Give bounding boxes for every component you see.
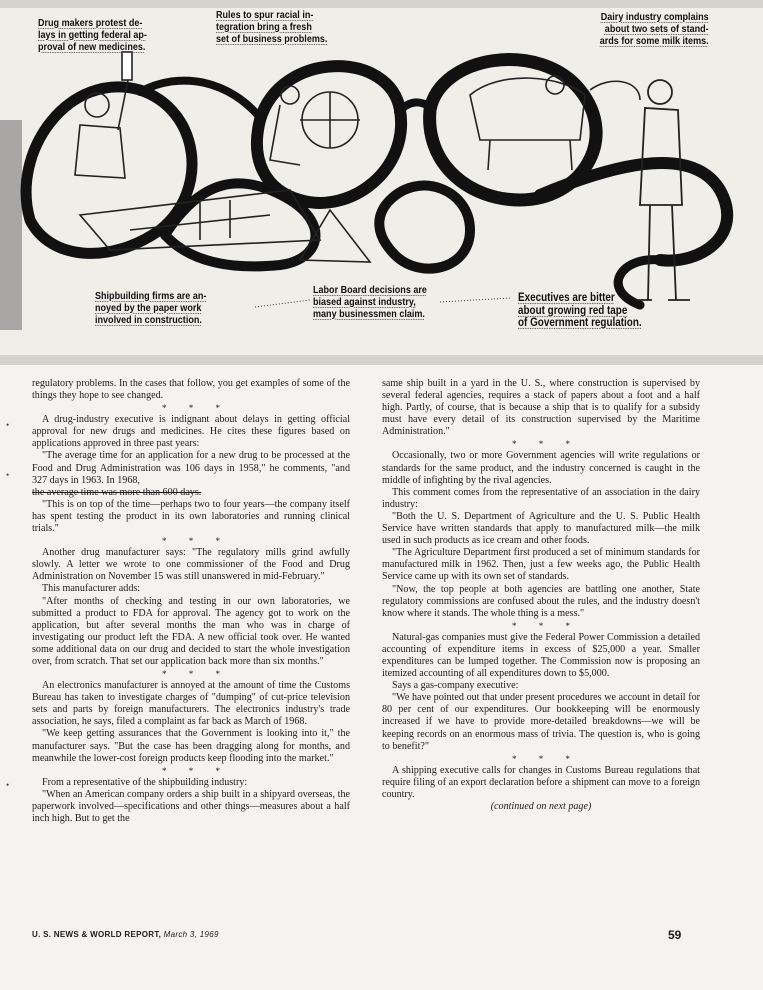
section-separator: * * * xyxy=(162,765,230,776)
paragraph: Occasionally, two or more Government agencies will write regulations or standards for the same product, and the industry concerned is caught in the middle of infighting by the rival agencies. xyxy=(382,450,700,486)
paragraph: same ship built in a yard in the U. S., where construction is supervised by several federal agencies, requires a stack of papers about a foot and a half high. Partly, of course, that is because a ship that is to qualify for a subsidy must have every detail of its construction supervised by the Maritime Administration." xyxy=(382,378,700,438)
paragraph: "After months of checking and testing in our own laboratories, we submitted a product to FDA for approval. The agency got to work on the application, but after several months the man who was in charge of investigating our product left the FDA. A new official took over. He wanted some additional data on our drug and decided to start the whole investigation over, from scratch. That set our application back more than six months." xyxy=(32,595,350,667)
paragraph: This comment comes from the representative of an association in the dairy industry: xyxy=(382,486,700,510)
continued-note: (continued on next page) xyxy=(490,801,592,812)
caption-dairy-industry: Dairy industry complains about two sets of stand- ards for some milk items. xyxy=(600,11,709,47)
paragraph: A shipping executive calls for changes in Customs Bureau regulations that require filing of an export declaration before a shipment can move to a foreign country. xyxy=(382,764,700,800)
section-separator: * * * xyxy=(512,620,580,631)
paragraph: Another drug manufacturer says: "The regulatory mills grind awfully slowly. A letter we wrote to one commissioner of the Food and Drug Administration on November 15 was still unanswered in mid-February." xyxy=(32,547,350,583)
paragraph: "When an American company orders a ship built in a shipyard overseas, the paperwork involved—specifications and other things—measures about a half inch high. But to get the xyxy=(32,788,350,824)
paragraph: "We have pointed out that under present procedures we account in detail for 80 per cent of our expenditures. Our bookkeeping will be enormously increased if we have to provide more-detailed breakdowns—we will be keeping records on an enormous mass of trivia. The question is, who is going to benefit?" xyxy=(382,692,700,752)
paragraph: A drug-industry executive is indignant about delays in getting official approval for new drugs and medicines. He cites these figures based on applications approved in three past years: xyxy=(32,414,350,450)
article-column-right xyxy=(382,378,700,813)
section-separator: * * * xyxy=(162,669,230,680)
article-column-left xyxy=(32,378,350,825)
paragraph: "We keep getting assurances that the Government is looking into it," the manufacturer says. "But the case has been dragging along for months, and meanwhile the lower-cost foreign products keep flooding into the market." xyxy=(32,728,350,764)
paragraph: Says a gas-company executive: xyxy=(392,680,519,692)
paragraph: "Now, the top people at both agencies are battling one another, State regulatory commissions are confused about the rules, and the industry doesn't know where it stands. The whole thing is a mess." xyxy=(382,583,700,619)
paragraph: An electronics manufacturer is annoyed at the amount of time the Customs Bureau has taken to investigate charges of "dumping" of cut-price television sets and parts by foreign manufacturers. The electronics industry's trade association, he says, filed a complaint as far back as March of 1968. xyxy=(32,680,350,728)
margin-bullet-mark: • xyxy=(6,470,10,480)
caption-shipbuilding: Shipbuilding firms are an- noyed by the paper work involved in construction. xyxy=(95,290,207,326)
paragraph: "Both the U. S. Department of Agriculture and the U. S. Public Health Service have written standards that apply to manufactured milk—the milk used in such products as ice cream and other foods. xyxy=(382,510,700,547)
paragraph: From a representative of the shipbuilding industry: xyxy=(42,776,248,788)
section-separator: * * * xyxy=(512,753,580,764)
caption-labor-board: Labor Board decisions are biased against industry, many businessmen claim. xyxy=(313,284,427,320)
margin-bullet-mark: • xyxy=(6,420,10,430)
publication-name: U. S. NEWS & WORLD REPORT, xyxy=(32,930,162,939)
section-separator: * * * xyxy=(162,536,230,547)
section-separator: * * * xyxy=(512,439,580,450)
paragraph: This manufacturer adds: xyxy=(42,583,141,595)
page-number: 59 xyxy=(668,928,682,942)
paragraph: "The average time for an application for a new drug to be processed at the Food and Drug Administration was 106 days in 1958," he comments, "and 327 days in 1963. In 1968, xyxy=(32,450,350,486)
paragraph: "The Agriculture Department first produced a set of minimum standards for manufactured milk in 1962. Then, just a few weeks ago, the Public Health Service came up with its own set of standards. xyxy=(382,547,700,583)
paragraph: regulatory problems. In the cases that follow, you get examples of some of the things they hope to see changed. xyxy=(32,378,350,402)
paragraph: Natural-gas companies must give the Federal Power Commission a detailed accounting of expenditure items in excess of $25,000 a year. Smaller expenditures can be lumped together. The Commission now is proposing an itemized accounting of all expenditures down to $5,000. xyxy=(382,631,700,680)
caption-executives: Executives are bitter about growing red tape of Government regulation. xyxy=(518,292,642,329)
paragraph: "This is on top of the time—perhaps two to four years—the company itself has spent testing the product in its own laboratories and running clinical trials." xyxy=(32,498,350,535)
section-separator: * * * xyxy=(162,403,230,414)
left-edge-shadow xyxy=(0,120,22,330)
issue-date: March 3, 1969 xyxy=(163,930,219,939)
caption-racial-integration: Rules to spur racial in- tegration bring a fresh set of business problems. xyxy=(216,9,328,45)
footer-publication xyxy=(32,930,219,939)
struck-through-line: the average time was more than 600 days. xyxy=(32,486,202,498)
caption-drug-makers: Drug makers protest de- lays in getting federal ap- proval of new medicines. xyxy=(38,17,147,53)
margin-bullet-mark: • xyxy=(6,780,10,790)
